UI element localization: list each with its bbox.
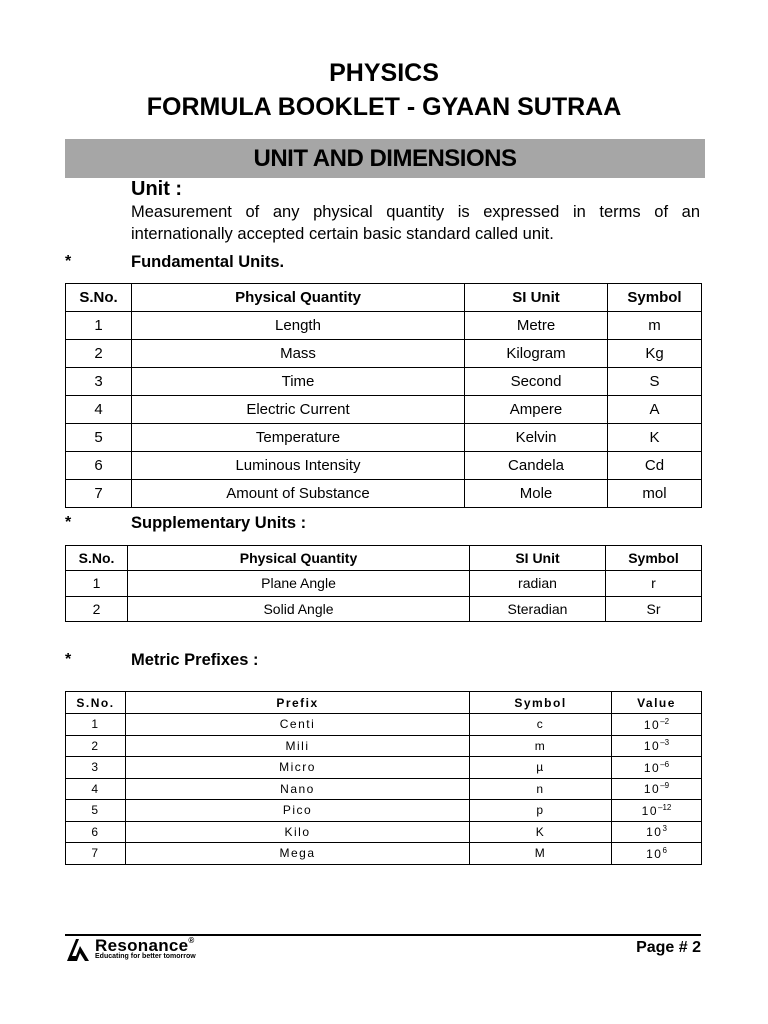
table-cell: 2 xyxy=(66,735,126,757)
metric-prefixes-heading: Metric Prefixes : xyxy=(131,651,259,669)
table-cell: 5 xyxy=(66,424,132,452)
table-header-row xyxy=(66,692,702,714)
value-exponent: –6 xyxy=(660,759,670,769)
table-cell: 7 xyxy=(66,843,126,865)
table-row xyxy=(66,757,702,779)
table-row xyxy=(66,424,702,452)
resonance-logo-icon xyxy=(65,936,91,962)
table-cell: Time xyxy=(132,368,465,396)
value-exponent: 3 xyxy=(662,824,667,834)
page-number: Page # 2 xyxy=(636,939,701,956)
table-cell: Temperature xyxy=(132,424,465,452)
table-row xyxy=(66,396,702,424)
table-cell: Kg xyxy=(608,340,702,368)
table-cell: 2 xyxy=(66,596,128,622)
table-row xyxy=(66,596,702,622)
value-base: 10 xyxy=(643,739,661,754)
column-header: SI Unit xyxy=(470,546,606,571)
bullet-fundamental: * xyxy=(65,253,72,270)
bullet-prefixes: * xyxy=(65,651,72,668)
value-exponent: –3 xyxy=(660,738,670,748)
table-cell: Mole xyxy=(465,480,608,508)
value-cell xyxy=(612,714,702,736)
unit-description: Measurement of any physical quantity is expressed in terms of an internationally accepted certain basic standard called unit. xyxy=(131,203,700,243)
table-cell: Kilogram xyxy=(465,340,608,368)
table-cell: 1 xyxy=(66,714,126,736)
table-row xyxy=(66,714,702,736)
column-header: Symbol xyxy=(608,284,702,312)
value-cell xyxy=(612,800,702,822)
table-cell: Luminous Intensity xyxy=(132,452,465,480)
table-cell: 1 xyxy=(66,312,132,340)
value-base: 10 xyxy=(646,846,663,861)
table-cell: µ xyxy=(470,757,612,779)
table-cell: Mass xyxy=(132,340,465,368)
value-base: 10 xyxy=(643,782,661,797)
column-header: Physical Quantity xyxy=(128,546,470,571)
table-cell: Second xyxy=(465,368,608,396)
table-cell: 7 xyxy=(66,480,132,508)
value-exponent: 6 xyxy=(662,845,667,855)
bullet-supplementary: * xyxy=(65,514,72,531)
table-row xyxy=(66,368,702,396)
table-cell: Length xyxy=(132,312,465,340)
table-cell: m xyxy=(608,312,702,340)
table-row xyxy=(66,843,702,865)
table-cell: A xyxy=(608,396,702,424)
value-cell xyxy=(612,843,702,865)
table-cell: Kilo xyxy=(126,821,470,843)
value-cell xyxy=(612,821,702,843)
column-header: S.No. xyxy=(66,692,126,714)
table-row xyxy=(66,571,702,597)
supplementary-units-heading: Supplementary Units : xyxy=(131,514,307,532)
table-cell: Mili xyxy=(126,735,470,757)
table-cell: 6 xyxy=(66,821,126,843)
table-cell: Sr xyxy=(606,596,702,622)
table-cell: n xyxy=(470,778,612,800)
table-row xyxy=(66,800,702,822)
table-cell: Cd xyxy=(608,452,702,480)
prefix-rows xyxy=(66,714,702,865)
table-cell: Nano xyxy=(126,778,470,800)
value-base: 10 xyxy=(641,803,658,818)
supplementary-rows xyxy=(66,571,702,622)
table-cell: M xyxy=(470,843,612,865)
table-cell: Kelvin xyxy=(465,424,608,452)
table-cell: 1 xyxy=(66,571,128,597)
table-cell: 3 xyxy=(66,368,132,396)
table-cell: m xyxy=(470,735,612,757)
document-subtitle: FORMULA BOOKLET - GYAAN SUTRAA xyxy=(146,93,622,121)
table-cell: Ampere xyxy=(465,396,608,424)
brand-tagline: Educating for better tomorrow xyxy=(95,953,196,960)
table-cell: Solid Angle xyxy=(128,596,470,622)
metric-prefixes-table xyxy=(65,691,702,865)
column-header: S.No. xyxy=(66,546,128,571)
value-exponent: –2 xyxy=(660,716,670,726)
table-cell: p xyxy=(470,800,612,822)
table-cell: 4 xyxy=(66,778,126,800)
fundamental-rows xyxy=(66,312,702,508)
value-cell xyxy=(612,735,702,757)
table-cell: Mega xyxy=(126,843,470,865)
column-header: Symbol xyxy=(606,546,702,571)
value-exponent: –9 xyxy=(660,781,670,791)
column-header: Physical Quantity xyxy=(132,284,465,312)
table-cell: S xyxy=(608,368,702,396)
value-base: 10 xyxy=(646,825,663,840)
table-cell: mol xyxy=(608,480,702,508)
table-row xyxy=(66,735,702,757)
table-cell: Electric Current xyxy=(132,396,465,424)
column-header: S.No. xyxy=(66,284,132,312)
table-row xyxy=(66,312,702,340)
table-row xyxy=(66,340,702,368)
column-header: Prefix xyxy=(126,692,470,714)
table-cell: Centi xyxy=(126,714,470,736)
table-row xyxy=(66,821,702,843)
fundamental-units-heading: Fundamental Units. xyxy=(131,253,285,271)
table-cell: Candela xyxy=(465,452,608,480)
column-header: Symbol xyxy=(470,692,612,714)
table-cell: 3 xyxy=(66,757,126,779)
value-base: 10 xyxy=(643,717,661,732)
table-cell: c xyxy=(470,714,612,736)
table-cell: 2 xyxy=(66,340,132,368)
table-header-row xyxy=(66,284,702,312)
table-cell: Plane Angle xyxy=(128,571,470,597)
table-header-row xyxy=(66,546,702,571)
table-cell: 6 xyxy=(66,452,132,480)
table-cell: Pico xyxy=(126,800,470,822)
table-cell: Micro xyxy=(126,757,470,779)
unit-heading: Unit : xyxy=(131,178,183,200)
table-cell: Metre xyxy=(465,312,608,340)
table-cell: 5 xyxy=(66,800,126,822)
table-row xyxy=(66,452,702,480)
value-cell xyxy=(612,778,702,800)
document-title: PHYSICS xyxy=(329,59,439,87)
section-heading: UNIT AND DIMENSIONS xyxy=(65,139,705,178)
value-base: 10 xyxy=(643,760,661,775)
table-cell: K xyxy=(470,821,612,843)
table-cell: Steradian xyxy=(470,596,606,622)
table-row xyxy=(66,480,702,508)
table-cell: K xyxy=(608,424,702,452)
value-cell xyxy=(612,757,702,779)
value-exponent: –12 xyxy=(658,802,672,812)
fundamental-units-table xyxy=(65,283,702,508)
table-cell: r xyxy=(606,571,702,597)
column-header: SI Unit xyxy=(465,284,608,312)
table-cell: radian xyxy=(470,571,606,597)
table-row xyxy=(66,778,702,800)
supplementary-units-table xyxy=(65,545,702,622)
table-cell: 4 xyxy=(66,396,132,424)
table-cell: Amount of Substance xyxy=(132,480,465,508)
column-header: Value xyxy=(612,692,702,714)
brand-name: Resonance® xyxy=(95,936,195,955)
